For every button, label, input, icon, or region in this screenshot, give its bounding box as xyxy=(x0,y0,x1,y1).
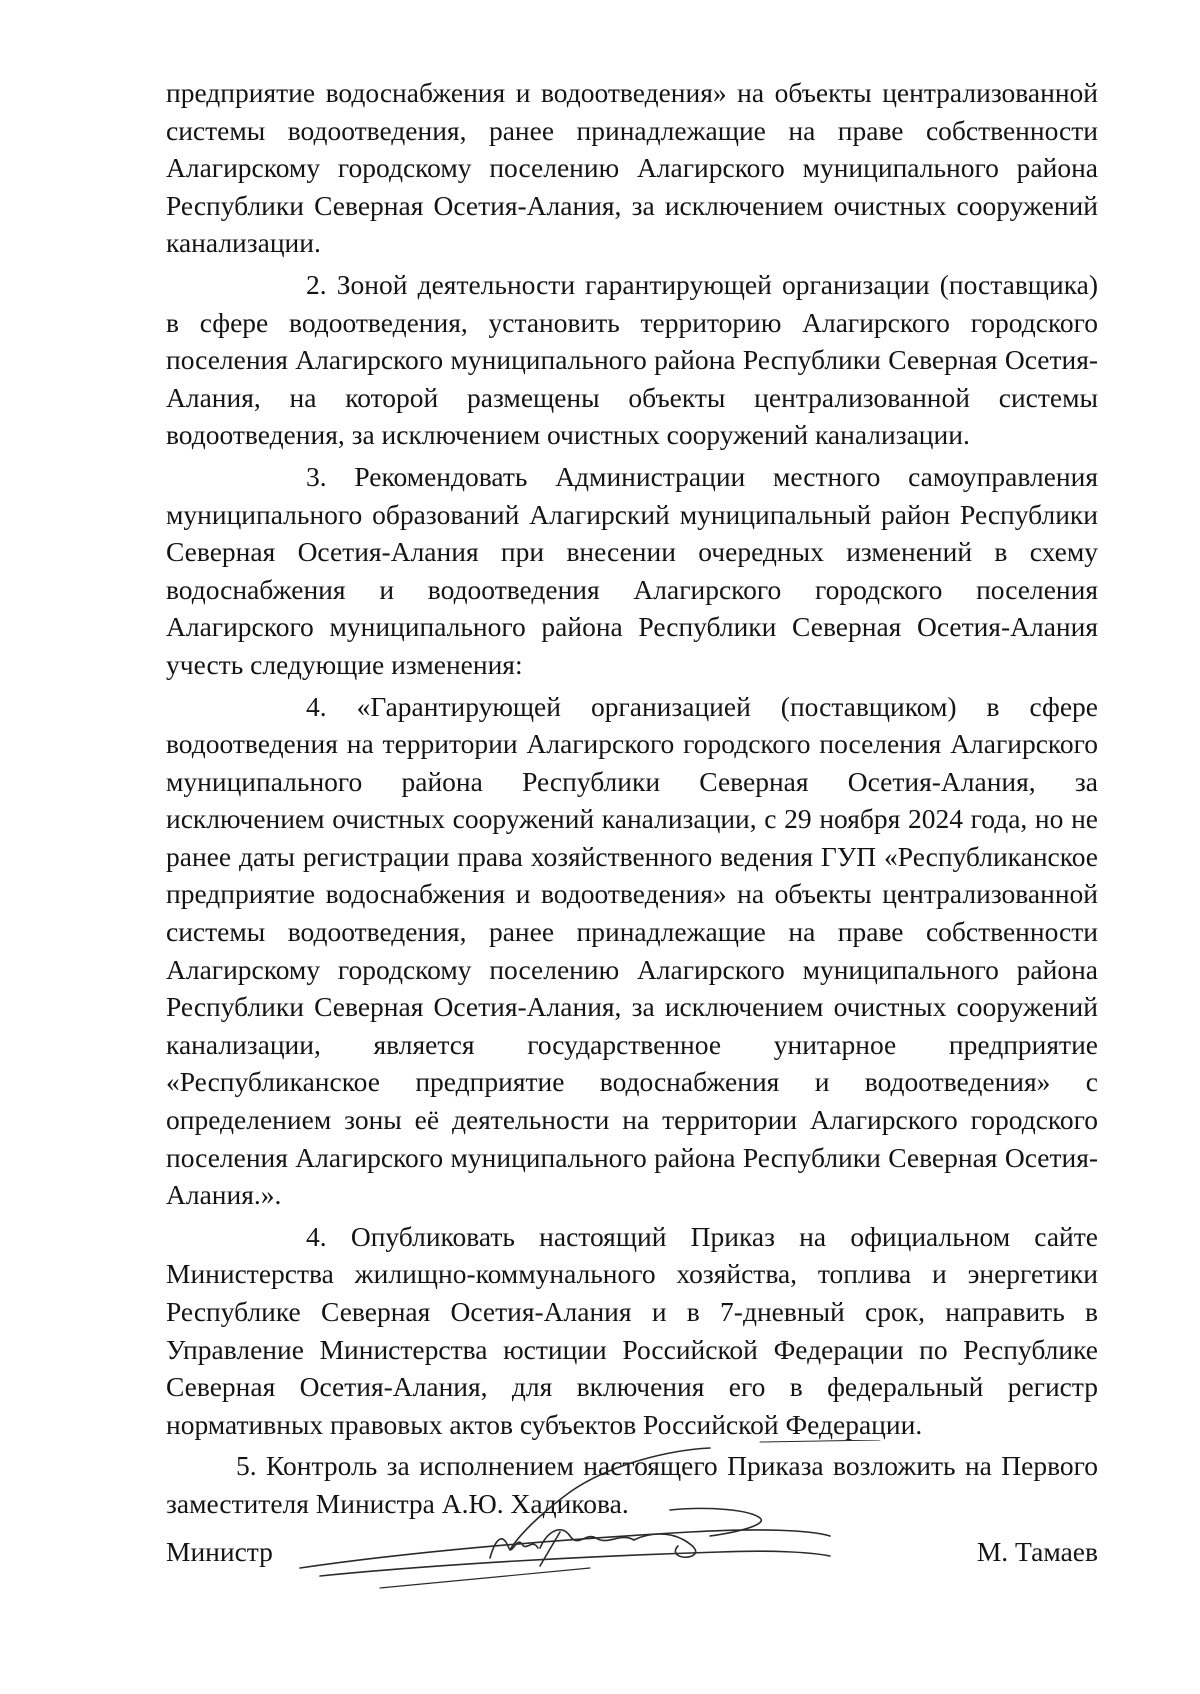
paragraph-text: Зоной деятельности гарантирующей организации (поставщика) в сфере водоотведения, установить территорию Алагирского городского поселения Алагирского муниципального района Республики Северная Осетия-Алания, на которой размещены объекты централизованной системы водоотведения, за исключением очистных сооружений канализации. xyxy=(166,268,1098,451)
signatory-name: М. Тамаев xyxy=(976,1536,1098,1567)
paragraph-number: 4. xyxy=(306,690,327,722)
paragraph-2 xyxy=(166,266,1098,454)
paragraph-text: предприятие водоснабжения и водоотведения» на объекты централизованной системы водоотведения, ранее принадлежащие на праве собственности Алагирскому городскому поселению Алагирского муниципального района Республики Северная Осетия-Алания, за исключением очистных сооружений канализации. xyxy=(166,77,1098,259)
paragraph-text: Опубликовать настоящий Приказ на официальном сайте Министерства жилищно-коммунального хозяйства, топлива и энергетики Республике Северная Осетия-Алания и в 7-дневный срок, направить в Управление Министерства юстиции Российской Федерации по Республике Северная Осетия-Алания, для включения его в федеральный регистр нормативных правовых актов субъектов Российской Федерации. xyxy=(166,1220,1098,1440)
signature-row xyxy=(166,1536,1098,1586)
paragraph-number: 4. xyxy=(306,1220,327,1252)
signatory-title: Министр xyxy=(166,1536,273,1567)
paragraph-text: Контроль за исполнением настоящего Приказа возложить на Первого заместителя Министра А.Ю. Хадикова. xyxy=(166,1450,1098,1519)
paragraph-4-publish xyxy=(166,1218,1098,1444)
paragraph-text: Рекомендовать Администрации местного самоуправления муниципального образований Алагирский муниципальный район Республики Северная Осетия-Алания при внесении очередных изменений в схему водоснабжения и водоотведения Алагирского городского поселения Алагирского муниципального района Республики Северная Осетия-Алания учесть следующие изменения: xyxy=(166,460,1098,680)
paragraph-text: «Гарантирующей организацией (поставщиком) в сфере водоотведения на территории Алагирского городского поселения Алагирского муниципального района Республики Северная Осетия-Алания, за исключением очистных сооружений канализации, с 29 ноября 2024 года, но не ранее даты регистрации права хозяйственного ведения ГУП «Республиканское предприятие водоснабжения и водоотведения» на объекты централизованной системы водоотведения, ранее принадлежащие на праве собственности Алагирскому городскому поселению Алагирского муниципального района Республики Северная Осетия-Алания, за исключением очистных сооружений канализации, является государственное унитарное предприятие «Республиканское предприятие водоснабжения и водоотведения» с определением зоны её деятельности на территории Алагирского городского поселения Алагирского муниципального района Республики Северная Осетия-Алания.». xyxy=(166,690,1098,1211)
paragraph-number: 3. xyxy=(306,460,327,492)
paragraph-3 xyxy=(166,458,1098,684)
document-body xyxy=(166,74,1098,1527)
paragraph-4-quoted-change xyxy=(166,688,1098,1214)
paragraph-continuation xyxy=(166,74,1098,262)
paragraph-number: 5. xyxy=(236,1450,257,1482)
paragraph-number: 2. xyxy=(306,268,327,300)
